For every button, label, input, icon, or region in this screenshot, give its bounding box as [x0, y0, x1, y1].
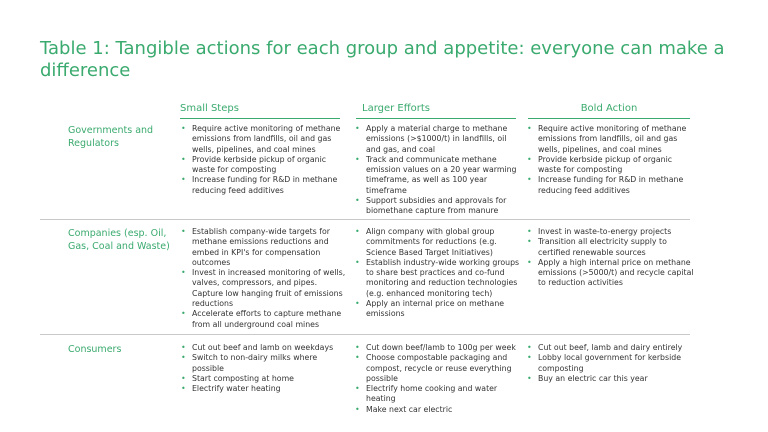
list-item: • Provide kerbside pickup of organic waste for composting: [526, 155, 692, 176]
list-item: • Electrify home cooking and water heating: [354, 384, 524, 405]
row-label-companies: Companies (esp. Oil, Gas, Coal and Waste): [68, 228, 170, 252]
column-header-label: Larger Efforts: [362, 103, 430, 114]
list-item: • Increase funding for R&D in methane reducing feed additives: [526, 175, 692, 196]
cell-consumers-small-steps: [180, 343, 348, 394]
row-label-consumers: Consumers: [68, 344, 122, 355]
column-header-label: Small Steps: [180, 103, 239, 114]
list-item: • Provide kerbside pickup of organic waste for composting: [180, 155, 348, 176]
list-item: • Switch to non-dairy milks where possible: [180, 353, 348, 374]
list-item: • Accelerate efforts to capture methane from all underground coal mines: [180, 309, 350, 330]
list-item: • Transition all electricity supply to certified renewable sources: [526, 237, 694, 258]
cell-consumers-bold-action: [526, 343, 692, 384]
cell-consumers-larger-efforts: [354, 343, 524, 415]
list-item: • Apply an internal price on methane emissions: [354, 299, 524, 320]
cell-governments-larger-efforts: [354, 124, 522, 217]
list-item: • Require active monitoring of methane emissions from landfills, oil and gas wells, pipelines, and coal mines: [180, 124, 348, 155]
column-header-bold-action: [528, 102, 690, 119]
list-item: • Establish industry-wide working groups to share best practices and co-fund monitoring and reduction technologies (e.g. enhanced monitoring tech): [354, 258, 524, 299]
list-item: • Make next car electric: [354, 405, 524, 415]
list-item: • Electrify water heating: [180, 384, 348, 394]
column-header-larger-efforts: [356, 102, 516, 119]
cell-companies-small-steps: [180, 227, 350, 330]
cell-companies-larger-efforts: [354, 227, 524, 320]
list-item: • Apply a high internal price on methane emissions (>5000/t) and recycle capital to reduction activities: [526, 258, 694, 289]
column-header-small-steps: [180, 102, 340, 119]
list-item: • Invest in waste-to-energy projects: [526, 227, 694, 237]
row-label-governments: Governments and Regulators: [68, 125, 154, 149]
cell-governments-small-steps: [180, 124, 348, 196]
list-item: • Support subsidies and approvals for biomethane capture from manure: [354, 196, 522, 217]
list-item: • Establish company-wide targets for methane emissions reductions and embed in KPI's for compensation outcomes: [180, 227, 350, 268]
list-item: • Increase funding for R&D in methane reducing feed additives: [180, 175, 348, 196]
page-title: Table 1: Tangible actions for each group and appetite: everyone can make a difference: [40, 38, 725, 81]
cell-companies-bold-action: [526, 227, 694, 289]
list-item: • Lobby local government for kerbside composting: [526, 353, 692, 374]
column-header-label: Bold Action: [580, 103, 638, 114]
list-item: • Require active monitoring of methane emissions from landfills, oil and gas wells, pipelines, and coal mines: [526, 124, 692, 155]
list-item: • Cut out beef and lamb on weekdays: [180, 343, 348, 353]
list-item: • Choose compostable packaging and compost, recycle or reuse everything possible: [354, 353, 524, 384]
row-divider: [40, 219, 690, 220]
list-item: • Cut down beef/lamb to 100g per week: [354, 343, 524, 353]
cell-governments-bold-action: [526, 124, 692, 196]
list-item: • Cut out beef, lamb and dairy entirely: [526, 343, 692, 353]
list-item: • Track and communicate methane emission values on a 20 year warming timeframe, as well as 100 year timeframe: [354, 155, 522, 196]
list-item: • Buy an electric car this year: [526, 374, 692, 384]
list-item: • Invest in increased monitoring of wells, valves, compressors, and pipes. Capture low hanging fruit of emissions reductions: [180, 268, 350, 309]
row-divider: [40, 334, 690, 335]
list-item: • Apply a material charge to methane emissions (>$1000/t) in landfills, oil and gas, and coal: [354, 124, 522, 155]
list-item: • Start composting at home: [180, 374, 348, 384]
list-item: • Align company with global group commitments for reductions (e.g. Science Based Target Initiatives): [354, 227, 524, 258]
